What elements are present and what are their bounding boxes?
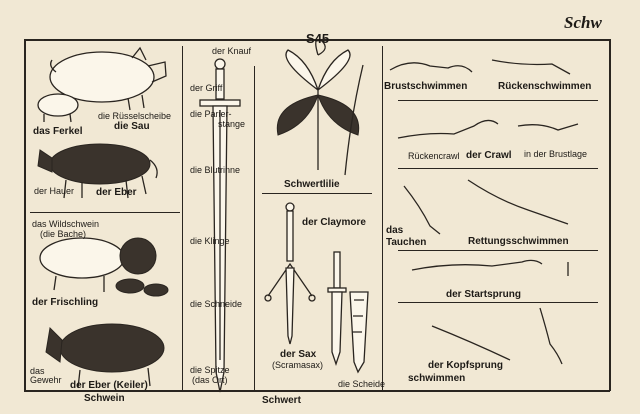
label-brustschwimmen: Brustschwimmen (384, 81, 468, 92)
label-crawl: der Crawl (466, 150, 512, 161)
section-title-schwimmen: schwimmen (408, 373, 466, 384)
label-spitze: die Spitze (190, 365, 230, 375)
running-head: Schw (564, 13, 602, 32)
right-border (609, 39, 611, 391)
label-tauchen-1: das (386, 225, 404, 236)
section-title-schwert: Schwert (262, 395, 301, 406)
pig-section-divider (30, 212, 180, 213)
label-rueckenschwimmen: Rückenschwimmen (498, 81, 592, 92)
column-divider-3 (382, 46, 383, 391)
label-blutrinne: die Blutrinne (190, 165, 241, 175)
label-parierstange-1: die Parier- (190, 109, 232, 119)
swim-divider-1 (398, 100, 598, 101)
label-bache: (die Bache) (40, 229, 87, 239)
label-knauf: der Knauf (212, 46, 252, 56)
label-frischling: der Frischling (32, 297, 99, 308)
column-divider-2 (254, 66, 255, 391)
label-keiler: der Eber (Keiler) (70, 380, 148, 391)
sax-illustration (328, 252, 346, 364)
section-title-schwertlilie: Schwertlilie (284, 179, 340, 190)
iris-section-divider (262, 193, 372, 194)
scabbard-illustration (350, 292, 368, 372)
page-number: S45 (306, 31, 330, 46)
label-scramasax: (Scramasax) (272, 360, 324, 370)
wild-boar-illustration (40, 238, 168, 296)
label-sau: die Sau (114, 121, 150, 132)
label-klinge: die Klinge (190, 236, 230, 246)
label-rettungsschwimmen: Rettungsschwimmen (468, 236, 569, 247)
label-scheide: die Scheide (338, 379, 386, 389)
label-gewehr: das Gewehr (30, 366, 62, 385)
piglet-illustration (38, 94, 78, 122)
label-ort: (das Ort) (192, 375, 228, 385)
label-hauer: der Hauer (34, 186, 75, 196)
label-griff: der Griff (190, 83, 223, 93)
label-claymore: der Claymore (302, 217, 366, 228)
iris-illustration (277, 40, 363, 175)
swimmers-illustrations (390, 60, 578, 364)
label-kopfsprung: der Kopfsprung (428, 360, 503, 371)
label-ferkel: das Ferkel (33, 126, 83, 137)
column-divider-1 (182, 46, 183, 391)
swim-divider-4 (398, 302, 598, 303)
label-parierstange-2: stange (218, 119, 246, 129)
label-eber: der Eber (96, 187, 137, 198)
section-title-schwein: Schwein (84, 393, 125, 404)
swim-divider-2 (398, 168, 598, 169)
label-wildschwein: das Wildschwein (32, 219, 100, 229)
label-startsprung: der Startsprung (446, 289, 522, 300)
label-brustlage: in der Brustlage (524, 149, 588, 159)
label-sax: der Sax (280, 349, 317, 360)
label-schneide: die Schneide (190, 299, 243, 309)
swim-divider-3 (398, 250, 598, 251)
label-rueckencrawl: Rückencrawl (408, 151, 460, 161)
label-ruesselscheibe: die Rüsselscheibe (98, 111, 172, 121)
label-tauchen-2: Tauchen (386, 237, 427, 248)
left-border (24, 39, 26, 391)
